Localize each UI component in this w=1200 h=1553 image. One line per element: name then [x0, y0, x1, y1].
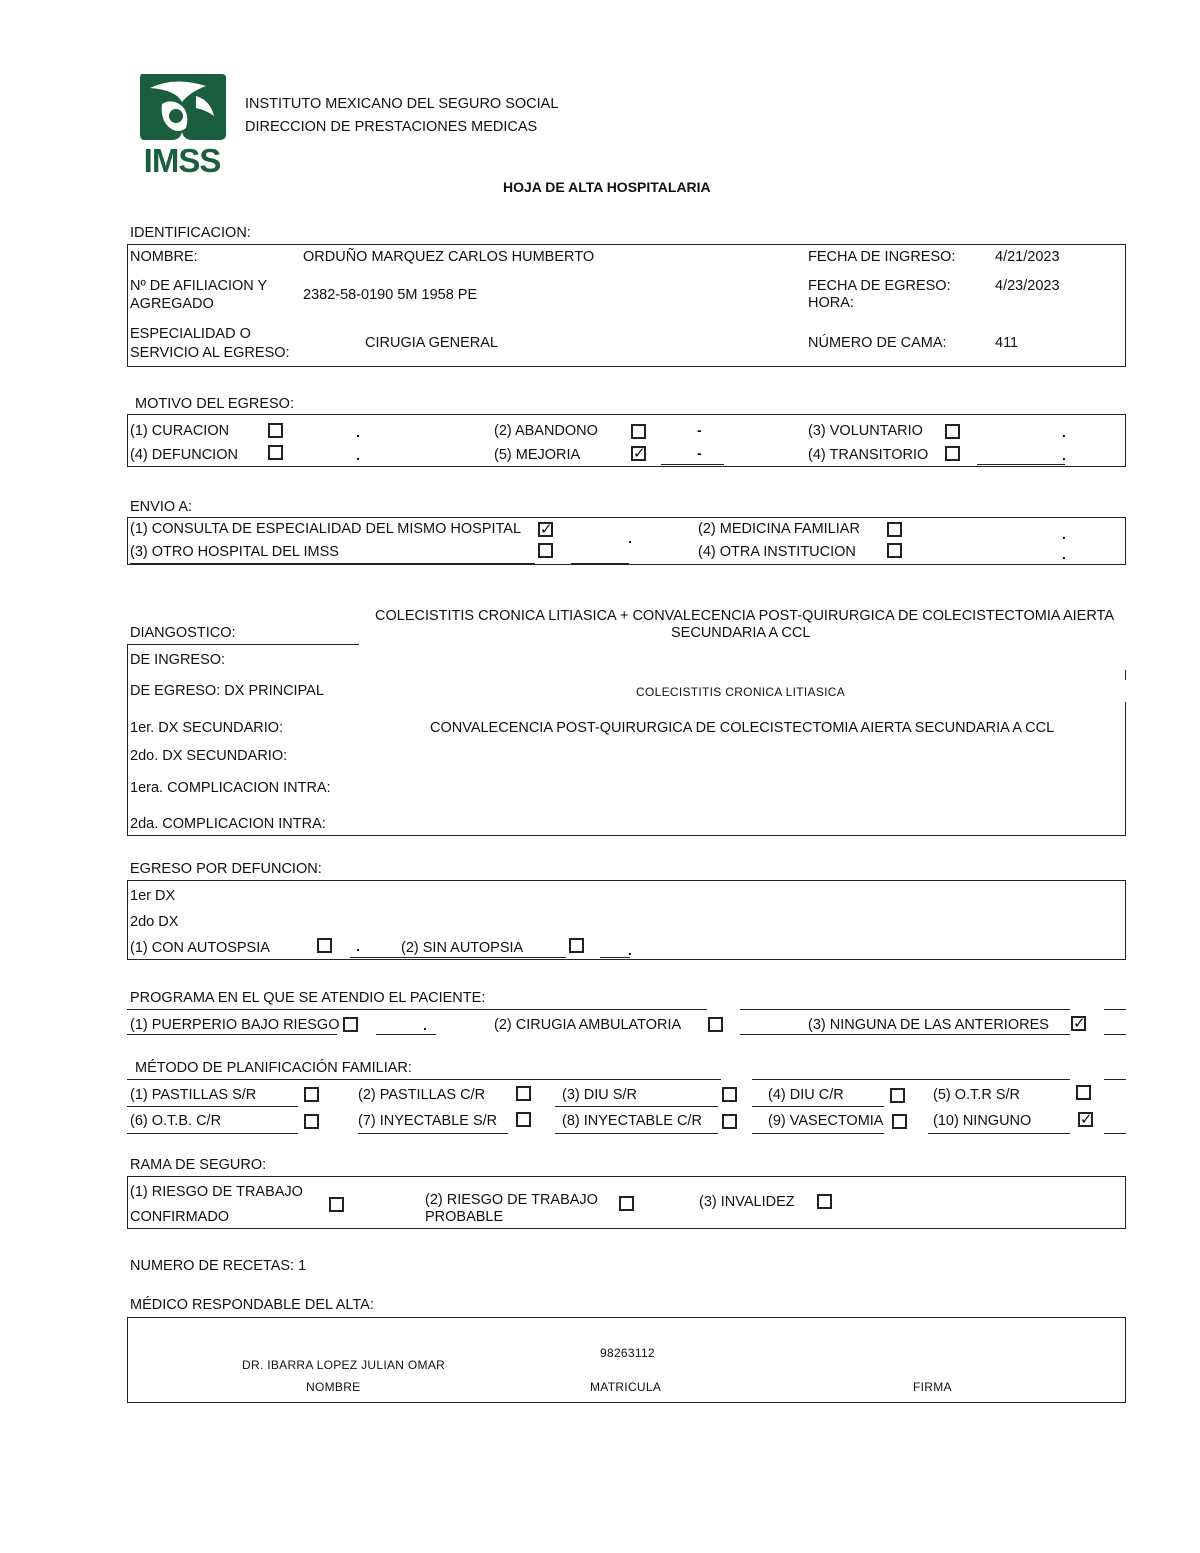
- fecha-egreso-value: 4/23/2023: [995, 278, 1060, 294]
- motivo-voluntario-label: (3) VOLUNTARIO: [808, 423, 923, 439]
- plan-pastillas-cr-label: (2) PASTILLAS C/R: [358, 1087, 486, 1103]
- programa-ninguna-label: (3) NINGUNA DE LAS ANTERIORES: [808, 1017, 1049, 1033]
- diagnostico-right-tick: [1125, 670, 1126, 680]
- medico-matricula-label: MATRICULA: [590, 1380, 662, 1394]
- plan-inyectable-sr-checkbox[interactable]: [516, 1112, 531, 1127]
- plan-diu-cr-checkbox[interactable]: [890, 1088, 905, 1103]
- programa-top-line-end: [1104, 1009, 1126, 1010]
- diagnostico-heading: DIANGOSTICO:: [130, 625, 236, 641]
- plan-pastillas-sr-label: (1) PASTILLAS S/R: [130, 1087, 257, 1103]
- plan-otr-sr-checkbox[interactable]: [1076, 1085, 1091, 1100]
- blank-line: [752, 1106, 884, 1107]
- afiliacion-label-line1: Nº DE AFILIACION Y: [130, 278, 268, 294]
- diagnostico-underline: [127, 644, 359, 645]
- diagnostico-sec1-label: 1er. DX SECUNDARIO:: [130, 720, 284, 736]
- programa-heading: PROGRAMA EN EL QUE SE ATENDIO EL PACIENTE:: [130, 990, 486, 1006]
- blank-line: [571, 563, 629, 564]
- institute-name: INSTITUTO MEXICANO DEL SEGURO SOCIAL: [245, 96, 559, 112]
- blank-line: [1104, 1034, 1126, 1035]
- blank-line: [127, 1034, 337, 1035]
- rama-confirmado-label-line1: (1) RIESGO DE TRABAJO: [130, 1184, 303, 1200]
- plan-inyectable-cr-checkbox[interactable]: [722, 1114, 737, 1129]
- plan-diu-sr-label: (3) DIU S/R: [562, 1087, 637, 1103]
- defuncion-dx2-label: 2do DX: [130, 914, 179, 930]
- plan-inyectable-sr-label: (7) INYECTABLE S/R: [358, 1113, 498, 1129]
- defuncion-dx1-label: 1er DX: [130, 888, 176, 904]
- diagnostico-principal-label: DE EGRESO: DX PRINCIPAL: [130, 683, 324, 699]
- diagnostico-summary-line2: SECUNDARIA A CCL: [671, 625, 811, 641]
- envio-especialidad-checkbox[interactable]: ✓: [540, 521, 553, 538]
- diagnostico-ingreso-label: DE INGRESO:: [130, 652, 226, 668]
- logo-text: IMSS: [143, 142, 221, 176]
- dot-marker: .: [356, 938, 360, 954]
- blank-line: [661, 464, 724, 465]
- programa-cirugia-ambulatoria-label: (2) CIRUGIA AMBULATORIA: [494, 1017, 682, 1033]
- plan-diu-sr-checkbox[interactable]: [722, 1087, 737, 1102]
- dot-marker: .: [628, 530, 632, 546]
- envio-otra-institucion-label: (4) OTRA INSTITUCION: [698, 544, 856, 560]
- direction-name: DIRECCION DE PRESTACIONES MEDICAS: [245, 119, 538, 135]
- motivo-abandono-label: (2) ABANDONO: [494, 423, 598, 439]
- dot-marker: .: [423, 1017, 427, 1033]
- dash-marker: -: [697, 445, 702, 461]
- diagnostico-left-border: [127, 644, 128, 836]
- afiliacion-value: 2382-58-0190 5M 1958 PE: [303, 287, 478, 303]
- rama-probable-label-line2: PROBABLE: [425, 1209, 504, 1225]
- plan-diu-cr-label: (4) DIU C/R: [768, 1087, 844, 1103]
- dash-marker: -: [697, 422, 702, 438]
- rama-confirmado-label-line2: CONFIRMADO: [130, 1209, 230, 1225]
- dot-marker: .: [1062, 526, 1066, 542]
- plan-ninguno-label: (10) NINGUNO: [933, 1113, 1032, 1129]
- blank-line: [1104, 1133, 1126, 1134]
- rama-invalidez-label: (3) INVALIDEZ: [699, 1194, 795, 1210]
- numero-cama-label: NÚMERO DE CAMA:: [808, 335, 947, 351]
- plan-otb-cr-checkbox[interactable]: [304, 1114, 319, 1129]
- blank-line: [600, 957, 630, 958]
- document-title: HOJA DE ALTA HOSPITALARIA: [503, 179, 711, 195]
- blank-line: [555, 1133, 718, 1134]
- nombre-value: ORDUÑO MARQUEZ CARLOS HUMBERTO: [303, 249, 595, 265]
- especialidad-label-line1: ESPECIALIDAD O: [130, 326, 251, 342]
- medico-heading: MÉDICO RESPONDABLE DEL ALTA:: [130, 1297, 374, 1313]
- defuncion-box: [127, 880, 1126, 960]
- planificacion-top-line: [127, 1079, 721, 1080]
- motivo-curacion-label: (1) CURACION: [130, 423, 230, 439]
- planificacion-top-line-right: [752, 1079, 1070, 1080]
- rama-confirmado-checkbox[interactable]: [329, 1197, 344, 1212]
- blank-line: [752, 1133, 884, 1134]
- envio-especialidad-label: (1) CONSULTA DE ESPECIALIDAD DEL MISMO HOSPITAL: [130, 521, 522, 537]
- defuncion-heading: EGRESO POR DEFUNCION:: [130, 861, 322, 877]
- dot-marker: .: [1062, 546, 1066, 562]
- dot-marker: .: [1062, 424, 1066, 440]
- plan-otr-sr-label: (5) O.T.R S/R: [933, 1087, 1021, 1103]
- diagnostico-comp1-label: 1era. COMPLICACION INTRA:: [130, 780, 331, 796]
- blank-line: [130, 563, 535, 564]
- motivo-transitorio-checkbox[interactable]: [945, 446, 960, 461]
- programa-puerperio-checkbox[interactable]: [343, 1017, 358, 1032]
- especialidad-value: CIRUGIA GENERAL: [365, 335, 498, 351]
- medico-firma-label: FIRMA: [913, 1380, 952, 1394]
- fecha-egreso-label: FECHA DE EGRESO:: [808, 278, 951, 294]
- rama-invalidez-checkbox[interactable]: [817, 1194, 832, 1209]
- diagnostico-sec1-value: CONVALECENCIA POST-QUIRURGICA DE COLECISTECTOMIA AIERTA SECUNDARIA A CCL: [430, 720, 1055, 736]
- motivo-mejoria-label: (5) MEJORIA: [494, 447, 581, 463]
- numero-cama-value: 411: [995, 335, 1019, 351]
- medico-matricula-value: 98263112: [600, 1346, 655, 1360]
- sin-autopsia-checkbox[interactable]: [569, 938, 584, 953]
- blank-line: [127, 1106, 298, 1107]
- planificacion-top-line-end: [1104, 1079, 1126, 1080]
- planificacion-heading: MÉTODO DE PLANIFICACIÓN FAMILIAR:: [135, 1060, 412, 1076]
- rama-probable-label-line1: (2) RIESGO DE TRABAJO: [425, 1192, 598, 1208]
- blank-line: [127, 1228, 395, 1229]
- medico-nombre-value: DR. IBARRA LOPEZ JULIAN OMAR: [242, 1358, 446, 1372]
- especialidad-label-line2: SERVICIO AL EGRESO:: [130, 345, 290, 361]
- programa-ninguna-checkbox[interactable]: ✓: [1073, 1015, 1086, 1032]
- nombre-label: NOMBRE:: [130, 249, 198, 265]
- blank-line: [376, 1034, 436, 1035]
- programa-cirugia-ambulatoria-checkbox[interactable]: [708, 1017, 723, 1032]
- envio-otro-hospital-checkbox[interactable]: [538, 543, 553, 558]
- blank-line: [740, 1034, 1070, 1035]
- dot-marker: .: [1062, 447, 1066, 463]
- diagnostico-principal-value: COLECISTITIS CRONICA LITIASICA: [636, 685, 846, 699]
- diagnostico-sec2-label: 2do. DX SECUNDARIO:: [130, 748, 288, 764]
- blank-line: [928, 1133, 1070, 1134]
- motivo-transitorio-label: (4) TRANSITORIO: [808, 447, 929, 463]
- diagnostico-right-border: [1125, 702, 1126, 836]
- con-autopsia-label: (1) CON AUTOSPSIA: [130, 940, 270, 956]
- fecha-ingreso-label: FECHA DE INGRESO:: [808, 249, 956, 265]
- afiliacion-label-line2: AGREGADO: [130, 296, 214, 312]
- motivo-heading: MOTIVO DEL EGRESO:: [135, 396, 294, 412]
- motivo-curacion-checkbox[interactable]: [268, 423, 283, 438]
- plan-pastillas-cr-checkbox[interactable]: [516, 1086, 531, 1101]
- motivo-defuncion-label: (4) DEFUNCION: [130, 447, 238, 463]
- programa-top-line: [127, 1009, 707, 1010]
- identificacion-heading: IDENTIFICACION:: [130, 225, 251, 241]
- con-autopsia-checkbox[interactable]: [317, 938, 332, 953]
- motivo-abandono-checkbox[interactable]: [631, 424, 646, 439]
- hora-label: HORA:: [808, 295, 854, 311]
- dot-marker: .: [356, 447, 360, 463]
- diagnostico-bottom-border: [127, 835, 1126, 836]
- dot-marker: .: [356, 424, 360, 440]
- programa-top-line-right: [740, 1009, 1070, 1010]
- envio-otro-hospital-label: (3) OTRO HOSPITAL DEL IMSS: [130, 544, 339, 560]
- blank-line: [358, 1133, 508, 1134]
- plan-vasectomia-checkbox[interactable]: [892, 1114, 907, 1129]
- envio-medicina-familiar-label: (2) MEDICINA FAMILIAR: [698, 521, 860, 537]
- motivo-mejoria-checkbox[interactable]: ✓: [633, 445, 646, 462]
- imss-logo: [136, 70, 228, 176]
- blank-line: [350, 957, 566, 958]
- blank-line: [977, 464, 1065, 465]
- motivo-defuncion-checkbox[interactable]: [268, 445, 283, 460]
- rama-heading: RAMA DE SEGURO:: [130, 1157, 267, 1173]
- plan-inyectable-cr-label: (8) INYECTABLE C/R: [562, 1113, 702, 1129]
- plan-vasectomia-label: (9) VASECTOMIA: [768, 1113, 884, 1129]
- diagnostico-comp2-label: 2da. COMPLICACION INTRA:: [130, 816, 326, 832]
- motivo-voluntario-checkbox[interactable]: [945, 424, 960, 439]
- plan-pastillas-sr-checkbox[interactable]: [304, 1087, 319, 1102]
- plan-ninguno-checkbox[interactable]: ✓: [1080, 1111, 1093, 1128]
- dot-marker: .: [628, 942, 632, 958]
- programa-puerperio-label: (1) PUERPERIO BAJO RIESGO: [130, 1017, 340, 1033]
- blank-line: [127, 1133, 298, 1134]
- envio-otra-institucion-checkbox[interactable]: [887, 543, 902, 558]
- blank-line: [555, 1106, 718, 1107]
- sin-autopsia-label: (2) SIN AUTOPSIA: [401, 940, 524, 956]
- medico-nombre-label: NOMBRE: [306, 1380, 361, 1394]
- rama-probable-checkbox[interactable]: [619, 1196, 634, 1211]
- numero-recetas: NUMERO DE RECETAS: 1: [130, 1258, 307, 1274]
- envio-medicina-familiar-checkbox[interactable]: [887, 522, 902, 537]
- diagnostico-summary-line1: COLECISTITIS CRONICA LITIASICA + CONVALECENCIA POST-QUIRURGICA DE COLECISTECTOMIA AIERTA: [375, 608, 1114, 624]
- envio-heading: ENVIO A:: [130, 499, 193, 515]
- fecha-ingreso-value: 4/21/2023: [995, 249, 1060, 265]
- plan-otb-cr-label: (6) O.T.B. C/R: [130, 1113, 222, 1129]
